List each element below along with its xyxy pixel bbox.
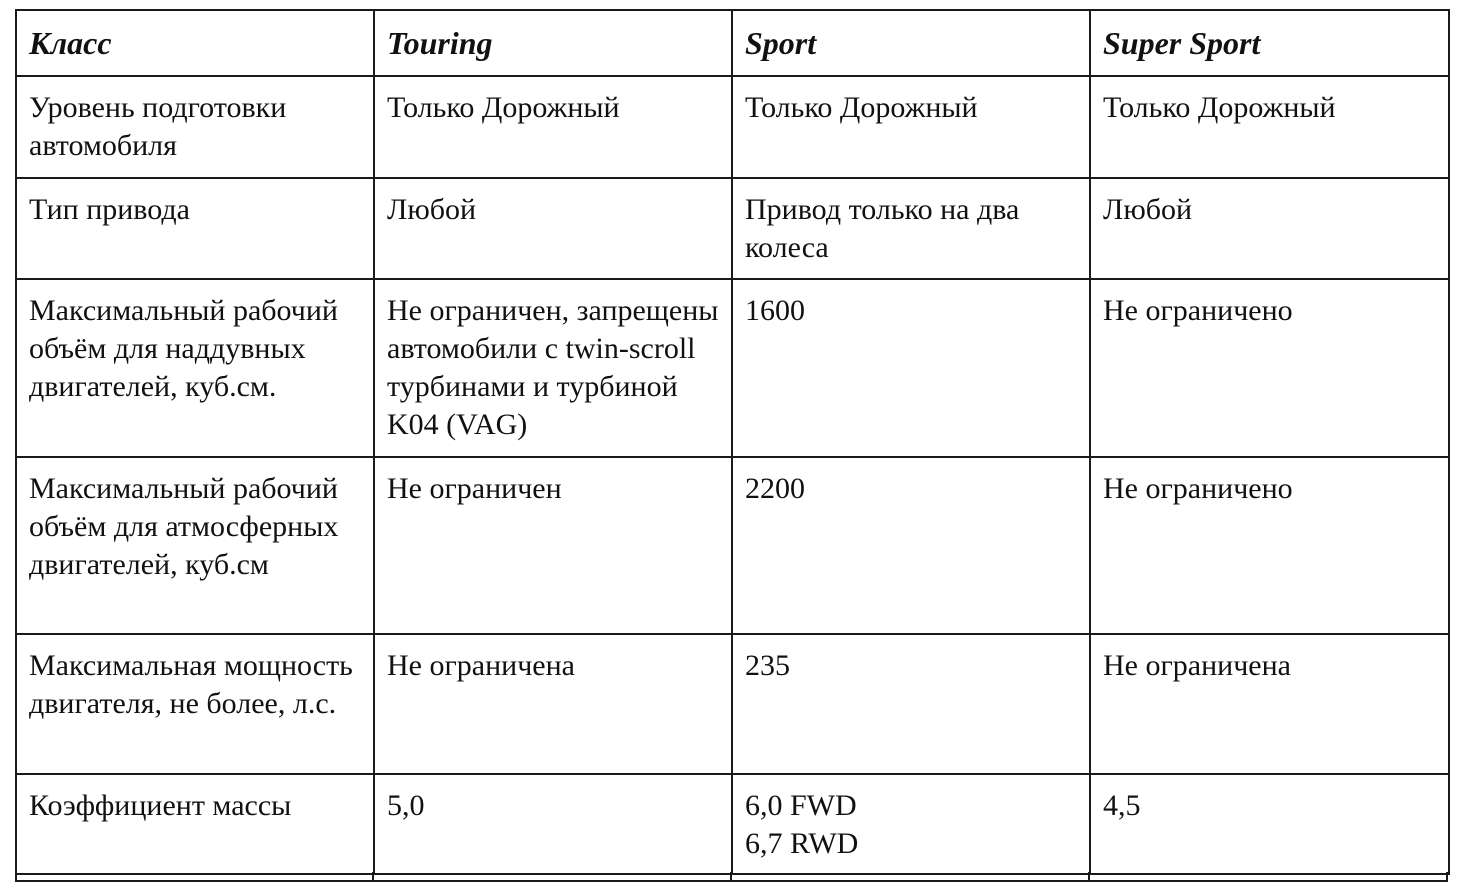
cell-super-sport: Не ограничено [1090,457,1449,634]
cell-touring: Не ограничена [374,634,732,774]
header-sport: Sport [732,10,1090,76]
cell-sport: Привод только на два колеса [732,178,1090,279]
sport-mass-rwd: 6,7 RWD [745,827,859,860]
next-row-divider [1446,872,1448,882]
header-super-sport: Super Sport [1090,10,1449,76]
next-row-divider [15,872,17,882]
next-row-divider [730,872,732,882]
cell-sport: 235 [732,634,1090,774]
next-row-divider [1088,872,1090,882]
table-row [16,279,1449,457]
table-row [16,634,1449,774]
row-label: Коэффициент массы [16,774,374,874]
cell-touring: Только Дорожный [374,76,732,178]
header-touring: Touring [374,10,732,76]
header-class: Класс [16,10,374,76]
cell-super-sport: 4,5 [1090,774,1449,874]
row-label: Максимальный рабочий объём для атмосферных двигателей, куб.см [16,457,374,634]
sport-mass-fwd: 6,0 FWD [745,789,857,822]
cell-super-sport: Только Дорожный [1090,76,1449,178]
cell-super-sport: Любой [1090,178,1449,279]
cell-sport: 2200 [732,457,1090,634]
cell-sport: 1600 [732,279,1090,457]
cell-super-sport: Не ограничена [1090,634,1449,774]
cell-touring: Не ограничен [374,457,732,634]
cell-super-sport: Не ограничено [1090,279,1449,457]
table-row [16,76,1449,178]
cell-touring: Любой [374,178,732,279]
table-row [16,774,1449,874]
row-label: Максимальный рабочий объём для наддувных двигателей, куб.см. [16,279,374,457]
row-label: Уровень подготовки автомобиля [16,76,374,178]
table-row [16,457,1449,634]
cell-sport [732,774,1090,874]
next-row-divider [372,872,374,882]
table-row [16,178,1449,279]
cell-touring: Не ограничен, запрещены автомобили с twin-scroll турбинами и турбиной K04 (VAG) [374,279,732,457]
row-label: Тип привода [16,178,374,279]
cell-touring: 5,0 [374,774,732,874]
table-header-row [16,10,1449,76]
cell-sport: Только Дорожный [732,76,1090,178]
class-comparison-table [15,9,1450,875]
row-label: Максимальная мощность двигателя, не более, л.с. [16,634,374,774]
